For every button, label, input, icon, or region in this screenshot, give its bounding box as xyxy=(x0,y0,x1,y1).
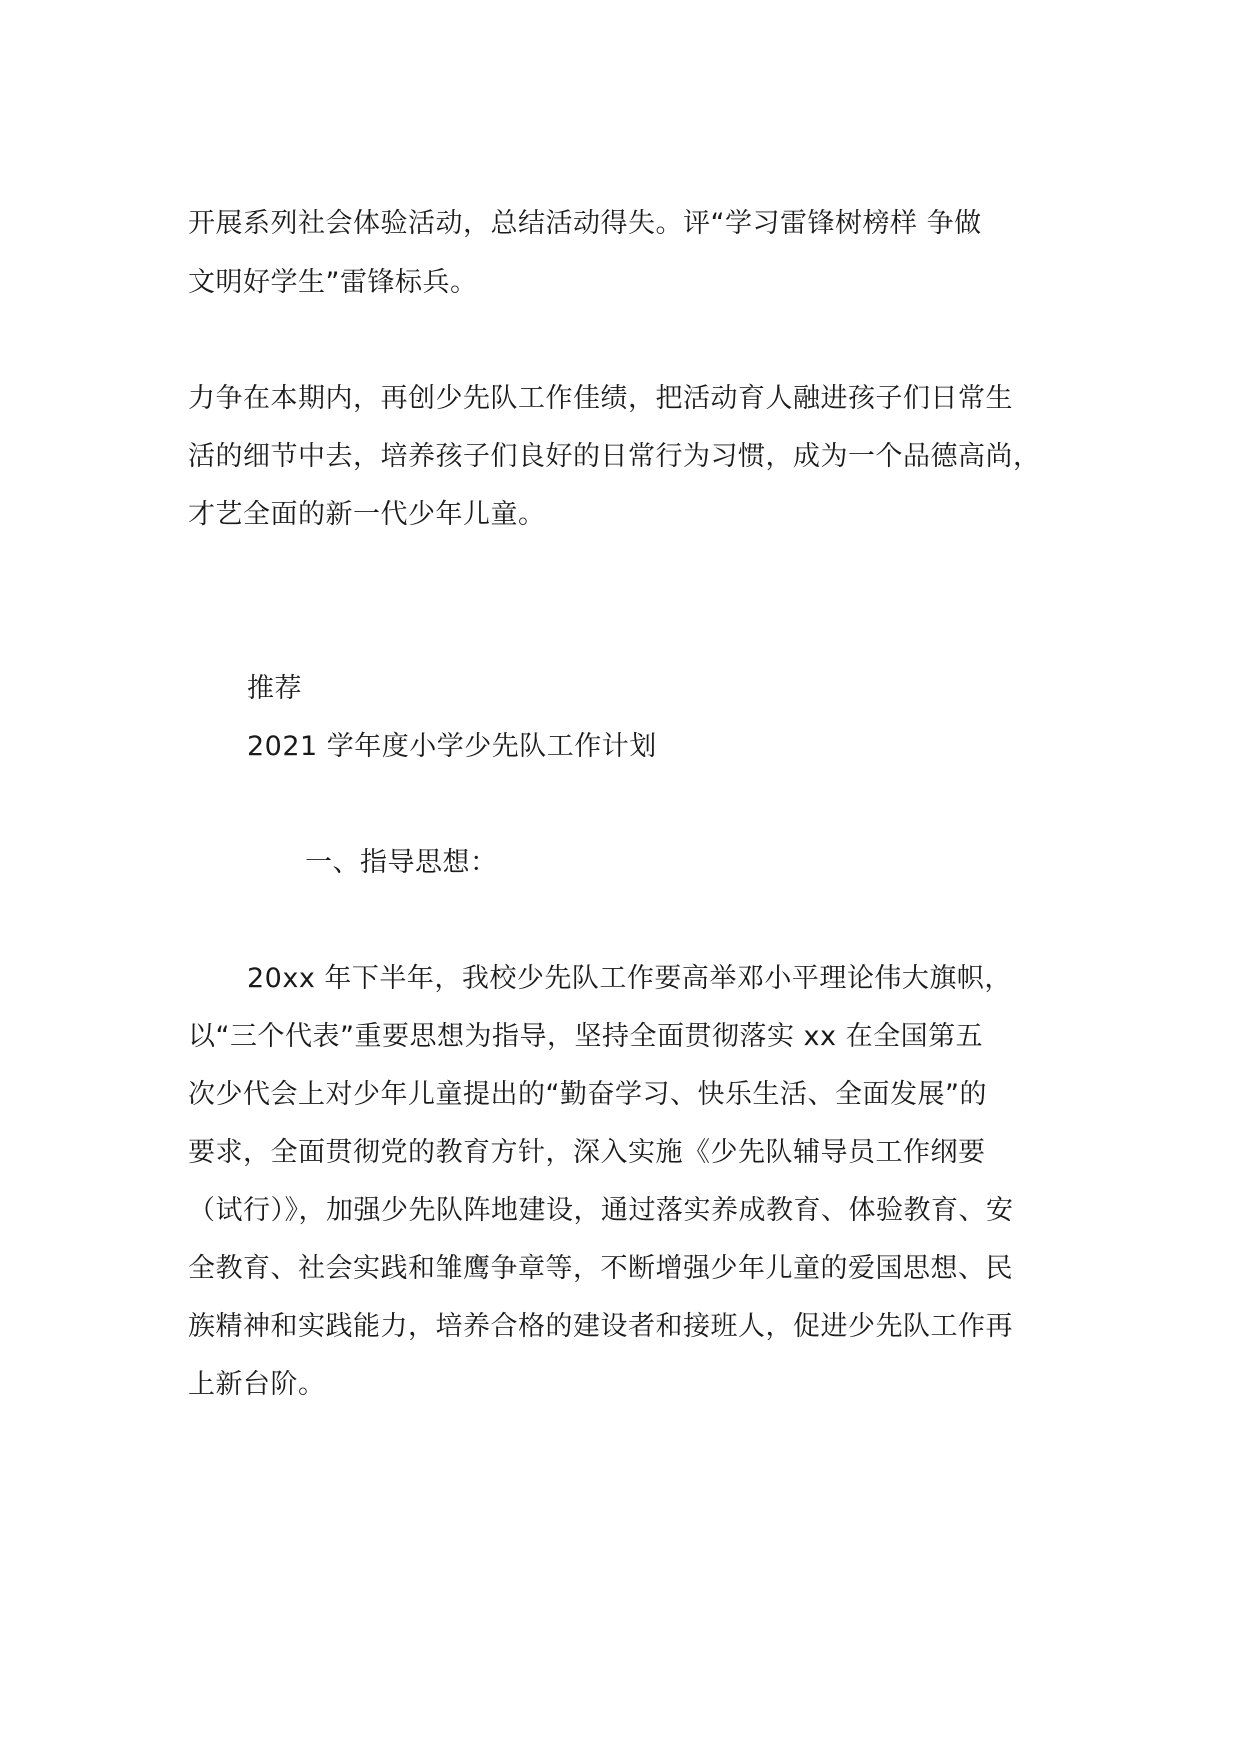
paragraph-2-line-3: 才艺全面的新一代少年儿童。 xyxy=(188,499,546,530)
section-line-1: 20xx 年下半年，我校少先队工作要高举邓小平理论伟大旗帜， xyxy=(247,963,1012,994)
recommend-title: 2021 学年度小学少先队工作计划 xyxy=(247,731,657,762)
paragraph-1-line-2: 文明好学生”雷锋标兵。 xyxy=(188,267,478,298)
section-line-4: 要求，全面贯彻党的教育方针，深入实施《少先队辅导员工作纲要 xyxy=(188,1137,986,1168)
section-line-2: 以“三个代表”重要思想为指导，坚持全面贯彻落实 xx 在全国第五 xyxy=(188,1021,984,1052)
section-line-6: 全教育、社会实践和雏鹰争章等，不断增强少年儿童的爱国思想、民 xyxy=(188,1253,1013,1284)
paragraph-2-line-1: 力争在本期内，再创少先队工作佳绩，把活动育人融进孩子们日常生 xyxy=(188,383,1013,414)
section-line-8: 上新台阶。 xyxy=(188,1369,326,1400)
section-line-5: （试行）》，加强少先队阵地建设，通过落实养成教育、体验教育、安 xyxy=(188,1195,1014,1226)
recommend-label: 推荐 xyxy=(247,673,302,704)
paragraph-1-line-1: 开展系列社会体验活动，总结活动得失。评“学习雷锋树榜样 争做 xyxy=(188,208,982,239)
paragraph-2-line-2: 活的细节中去，培养孩子们良好的日常行为习惯，成为一个品德高尚， xyxy=(188,441,1041,472)
section-line-7: 族精神和实践能力，培养合格的建设者和接班人，促进少先队工作再 xyxy=(188,1311,1013,1342)
section-line-3: 次少代会上对少年儿童提出的“勤奋学习、快乐生活、全面发展”的 xyxy=(188,1079,987,1110)
section-heading: 一、指导思想： xyxy=(305,847,498,878)
